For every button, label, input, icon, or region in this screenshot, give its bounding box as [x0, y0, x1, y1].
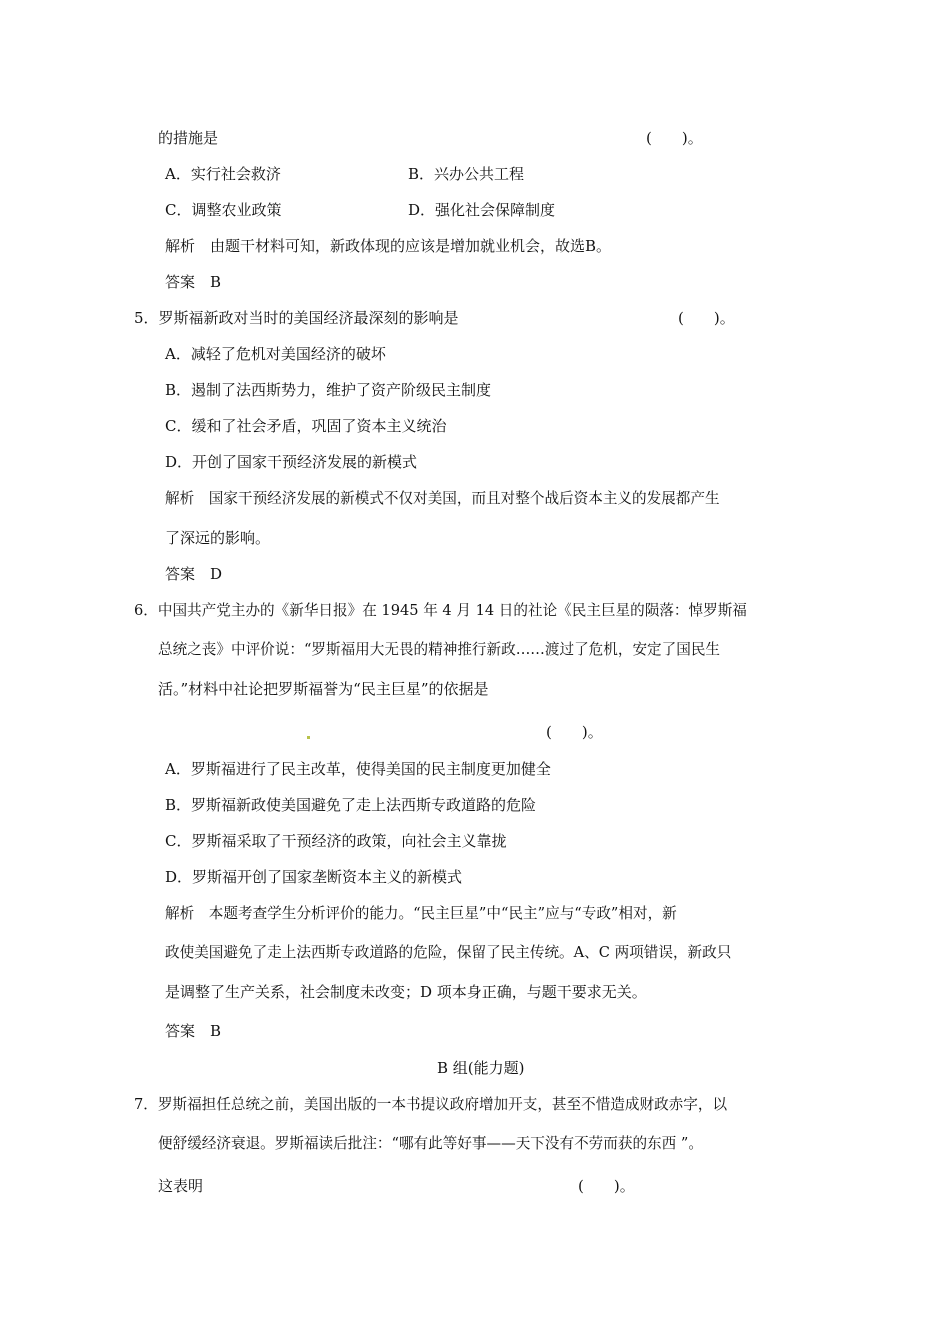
section-b-heading: B 组(能力题) — [437, 1059, 525, 1077]
q6-stem-line3: 活。”材料中社论把罗斯福誉为“民主巨星”的依据是 — [158, 680, 489, 698]
q7-stem-line2: 便舒缓经济衰退。罗斯福读后批注：“哪有此等好事——天下没有不劳而获的东西 ”。 — [158, 1135, 703, 1152]
q4-option-a: A．实行社会救济 — [165, 165, 281, 183]
q4-option-b: B．兴办公共工程 — [408, 165, 525, 183]
q5-analysis-line1: 解析 国家干预经济发展的新模式不仅对美国，而且对整个战后资本主义的发展都产生 — [165, 490, 720, 507]
q4-answer-paren: ( )。 — [646, 129, 703, 147]
q6-analysis-line3: 是调整了生产关系，社会制度未改变；D 项本身正确，与题干要求无关。 — [165, 983, 647, 1001]
q6-analysis-line1: 解析 本题考查学生分析评价的能力。“民主巨星”中“民主”应与“专政”相对，新 — [165, 905, 677, 922]
q6-option-d: D．罗斯福开创了国家垄断资本主义的新模式 — [165, 868, 463, 886]
q5-option-d: D．开创了国家干预经济发展的新模式 — [165, 453, 418, 471]
q5-analysis-line2: 了深远的影响。 — [165, 529, 271, 547]
q6-answer-paren: ( )。 — [546, 723, 603, 741]
scan-speck — [307, 736, 310, 739]
q4-answer: 答案 B — [165, 273, 222, 291]
q6-analysis-line2: 政使美国避免了走上法西斯专政道路的危险，保留了民主传统。A、C 两项错误，新政只 — [165, 944, 732, 961]
q7-stem-line1: 7．罗斯福担任总统之前，美国出版的一本书提议政府增加开支，甚至不惜造成财政赤字，以 — [134, 1096, 728, 1113]
q4-option-c: C．调整农业政策 — [165, 201, 282, 219]
q5-option-a: A．减轻了危机对美国经济的破坏 — [165, 345, 386, 363]
q6-stem-line1: 6．中国共产党主办的《新华日报》在 1945 年 4 月 14 日的社论《民主巨星的陨落：悼罗斯福 — [134, 602, 747, 619]
q4-option-d: D．强化社会保障制度 — [408, 201, 556, 219]
q7-answer-paren: ( )。 — [578, 1177, 635, 1195]
q5-stem: 5．罗斯福新政对当时的美国经济最深刻的影响是 — [134, 309, 459, 327]
q5-option-c: C．缓和了社会矛盾，巩固了资本主义统治 — [165, 417, 447, 435]
q5-option-b: B．遏制了法西斯势力，维护了资产阶级民主制度 — [165, 381, 492, 399]
q6-stem-line2: 总统之丧》中评价说：“罗斯福用大无畏的精神推行新政……渡过了危机，安定了国民生 — [158, 641, 721, 658]
q4-analysis: 解析 由题干材料可知，新政体现的应该是增加就业机会，故选B。 — [165, 237, 612, 255]
q7-stem-line3: 这表明 — [158, 1177, 204, 1195]
q5-answer-paren: ( )。 — [678, 309, 735, 327]
q4-stem-tail: 的措施是 — [158, 129, 219, 147]
q6-option-a: A．罗斯福进行了民主改革，使得美国的民主制度更加健全 — [165, 760, 551, 778]
q5-answer: 答案 D — [165, 565, 223, 583]
q6-option-c: C．罗斯福采取了干预经济的政策，向社会主义靠拢 — [165, 832, 507, 850]
q6-answer: 答案 B — [165, 1022, 222, 1040]
q6-option-b: B．罗斯福新政使美国避免了走上法西斯专政道路的危险 — [165, 796, 537, 814]
